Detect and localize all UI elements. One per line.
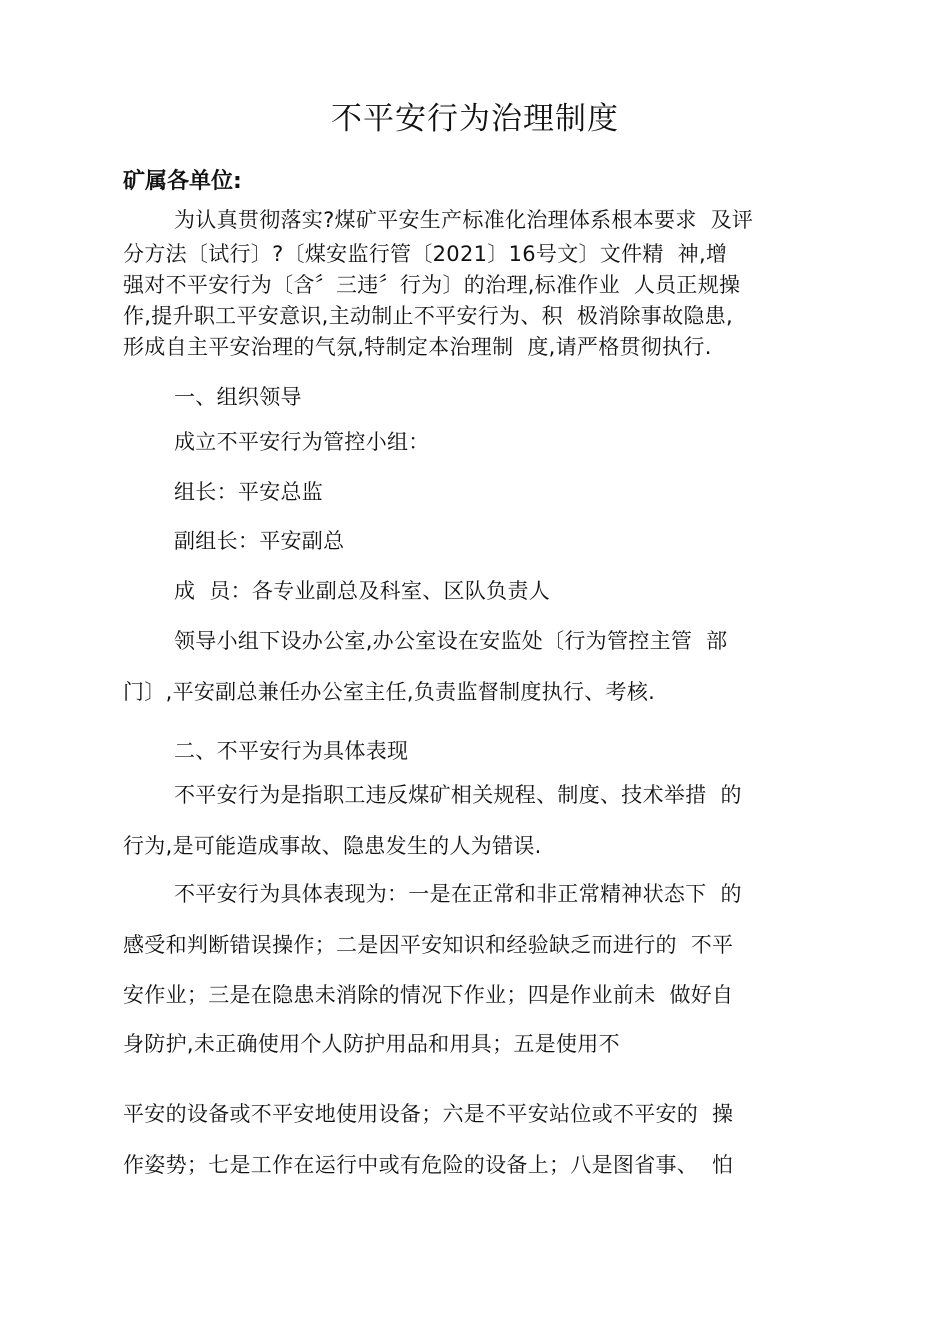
section2-line-7: 平安的设备或不平安地使用设备；六是不平安站位或不平安的 操 — [123, 1102, 734, 1126]
section1-line-4: 成 员：各专业副总及科室、区队负责人 — [174, 579, 551, 603]
intro-line-3: 强对不平安行为〔含〞三违〞行为〕的治理,标准作业 人员正规操 — [123, 273, 741, 297]
document-title: 不平安行为治理制度 — [331, 101, 619, 137]
section2-line-1: 不平安行为是指职工违反煤矿相关规程、制度、技术举措 的 — [174, 783, 742, 807]
section1-line-1: 成立不平安行为管控小组： — [174, 430, 430, 454]
intro-line-1: 为认真贯彻落实?煤矿平安生产标准化治理体系根本要求 及评 — [174, 208, 754, 232]
section1-line-3: 副组长：平安副总 — [174, 529, 345, 553]
section2-line-4: 感受和判断错误操作；二是因平安知识和经验缺乏而进行的 不平 — [123, 933, 734, 957]
intro-line-5: 形成自主平安治理的气氛,特制定本治理制 度,请严格贯彻执行. — [123, 335, 712, 359]
section-heading-1: 一、组织领导 — [174, 385, 302, 409]
intro-line-4: 作,提升职工平安意识,主动制止不平安行为、积 极消除事故隐患, — [123, 304, 733, 328]
intro-line-2: 分方法〔试行〕?〔煤安监行管〔2021〕16号文〕文件精 神,增 — [123, 242, 728, 266]
section1-line-5: 领导小组下设办公室,办公室设在安监处〔行为管控主管 部 — [174, 629, 728, 653]
section2-line-2: 行为,是可能造成事故、隐患发生的人为错误. — [123, 834, 542, 858]
section2-line-8: 作姿势；七是工作在运行中或有危险的设备上；八是图省事、 怕 — [123, 1153, 734, 1177]
section1-line-6: 门〕,平安副总兼任办公室主任,负责监督制度执行、考核. — [123, 680, 656, 704]
section-heading-2: 二、不平安行为具体表现 — [174, 739, 409, 763]
section2-line-6: 身防护,未正确使用个人防护用品和用具；五是使用不 — [123, 1032, 620, 1056]
section1-line-2: 组长：平安总监 — [174, 480, 324, 504]
section2-line-5: 安作业；三是在隐患未消除的情况下作业；四是作业前未 做好自 — [123, 983, 734, 1007]
section2-line-3: 不平安行为具体表现为：一是在正常和非正常精神状态下 的 — [174, 882, 742, 906]
salutation: 矿属各单位: — [123, 169, 242, 194]
